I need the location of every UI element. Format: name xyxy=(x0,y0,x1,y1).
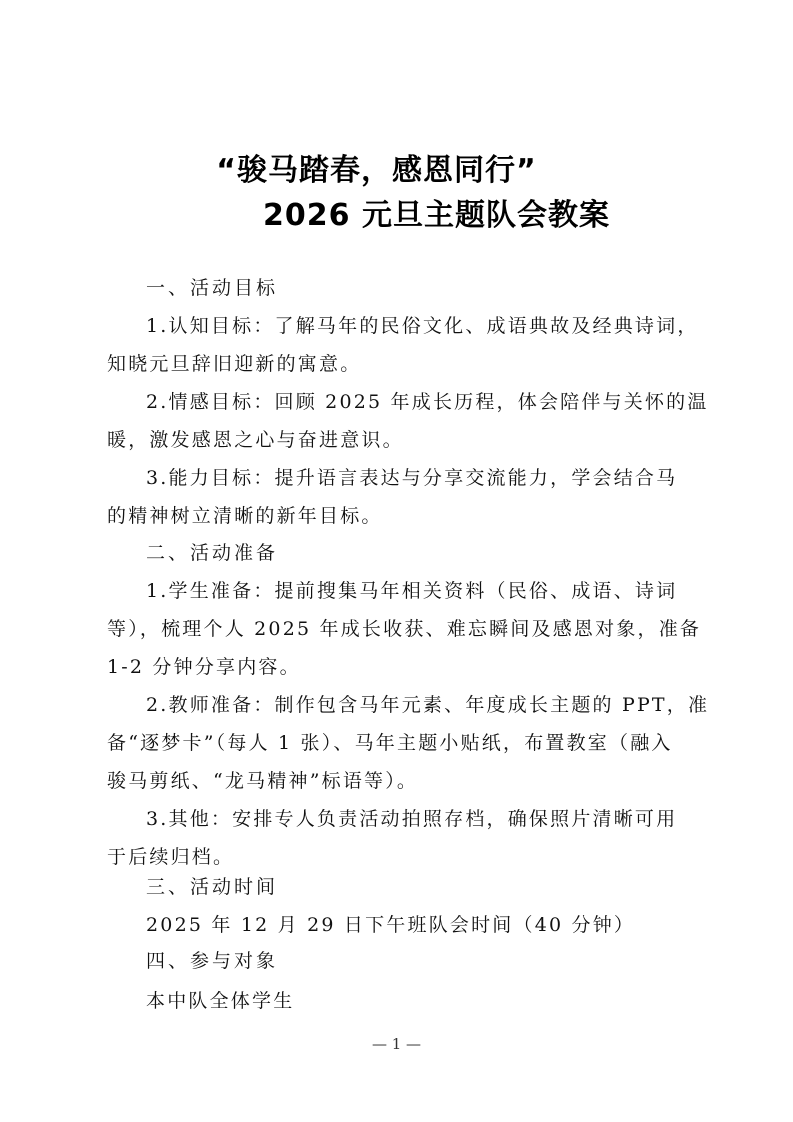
paragraph-line: 1.学生准备：提前搜集马年相关资料（民俗、成语、诗词 xyxy=(146,580,678,602)
paragraph-line: 等），梳理个人 2025 年成长收获、难忘瞬间及感恩对象，准备 xyxy=(107,618,702,640)
paragraph-line: 1.认知目标：了解马年的民俗文化、成语典故及经典诗词， xyxy=(146,315,699,337)
paragraph-line: 于后续归档。 xyxy=(107,846,235,868)
paragraph-line: 暖，激发感恩之心与奋进意识。 xyxy=(107,429,404,451)
paragraph-line: 备“逐梦卡”（每人 1 张）、马年主题小贴纸，布置教室（融入 xyxy=(107,732,673,754)
paragraph-line: 1-2 分钟分享内容。 xyxy=(107,656,301,678)
paragraph-line: 的精神树立清晰的新年目标。 xyxy=(107,505,383,527)
paragraph-line: 骏马剪纸、“龙马精神”标语等）。 xyxy=(107,770,419,792)
paragraph-line: 2.教师准备：制作包含马年元素、年度成长主题的 PPT，准 xyxy=(146,694,710,716)
document-title-line2: 2026 元旦主题队会教案 xyxy=(263,198,610,233)
page-number: — 1 — xyxy=(371,1035,422,1053)
document-title-line1: “骏马踏春，感恩同行” xyxy=(216,153,537,188)
section-heading-participants: 四、参与对象 xyxy=(146,950,279,972)
section-heading-goals: 一、活动目标 xyxy=(146,277,279,299)
paragraph-line: 2025 年 12 月 29 日下午班队会时间（40 分钟） xyxy=(146,914,636,936)
paragraph-line: 本中队全体学生 xyxy=(146,990,295,1012)
paragraph-line: 3.其他：安排专人负责活动拍照存档，确保照片清晰可用 xyxy=(146,808,678,830)
paragraph-line: 2.情感目标：回顾 2025 年成长历程，体会陪伴与关怀的温 xyxy=(146,391,709,413)
section-heading-preparation: 二、活动准备 xyxy=(146,542,279,564)
section-heading-time: 三、活动时间 xyxy=(146,876,279,898)
paragraph-line: 3.能力目标：提升语言表达与分享交流能力，学会结合马 xyxy=(146,467,678,489)
paragraph-line: 知晓元旦辞旧迎新的寓意。 xyxy=(107,353,362,375)
